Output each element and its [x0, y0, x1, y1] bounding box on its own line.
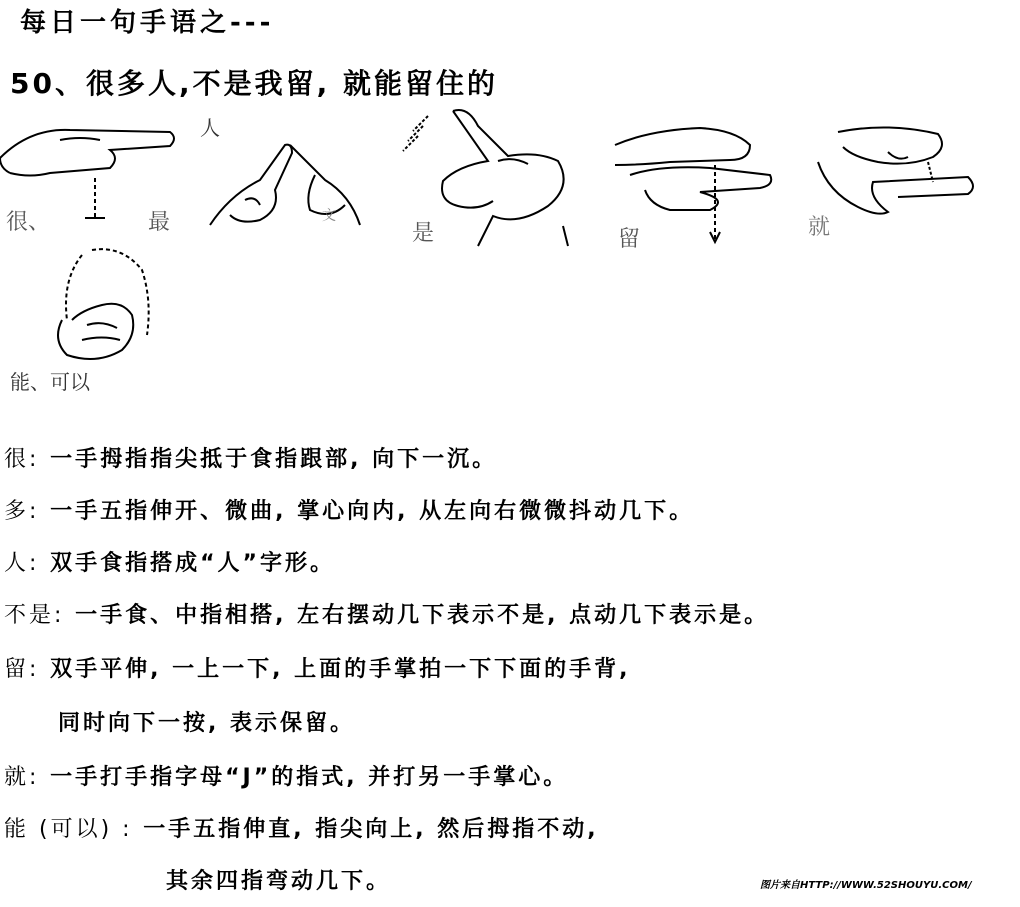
desc-text: 双手平伸, 一上一下, 上面的手掌拍一下下面的手背,	[50, 657, 631, 682]
desc-text: 一手拇指指尖抵于食指跟部, 向下一沉。	[50, 447, 498, 472]
label-jiu: 就	[808, 215, 831, 240]
label-liu: 留	[618, 227, 641, 252]
label-ren: 人	[200, 116, 220, 140]
label-hen: 很、	[6, 210, 51, 235]
label-zui: 最	[148, 210, 171, 235]
desc-text: 同时向下一按, 表示保留。	[58, 711, 356, 736]
desc-line-ren	[4, 546, 335, 577]
desc-line-liu-cont	[58, 706, 355, 737]
desc-term: 很:	[4, 447, 40, 472]
desc-text: 一手五指伸开、微曲, 掌心向内, 从左向右微微抖动几下。	[50, 499, 695, 524]
sign-illustration-ren	[200, 135, 380, 245]
label-wen: 文	[322, 208, 336, 224]
desc-text: 一手五指伸直, 指尖向上, 然后拇指不动,	[143, 817, 599, 842]
desc-text: 一手打手指字母“J”的指式, 并打另一手掌心。	[50, 765, 569, 790]
image-credit: 图片来自HTTP://WWW.52SHOUYU.COM/	[760, 880, 972, 891]
desc-term: 留:	[4, 657, 40, 682]
desc-term: 不是:	[4, 603, 65, 628]
label-shi: 是	[412, 221, 435, 246]
sign-illustration-jiu	[798, 122, 978, 222]
desc-term: 多:	[4, 499, 40, 524]
page-title: 每日一句手语之---	[20, 8, 275, 38]
desc-text: 双手食指搭成“人”字形。	[50, 551, 336, 576]
desc-line-neng-cont	[166, 864, 391, 895]
desc-line-liu	[4, 652, 631, 683]
desc-term: 就:	[4, 765, 40, 790]
desc-line-duo	[4, 494, 694, 525]
desc-text: 一手食、中指相搭, 左右摆动几下表示不是, 点动几下表示是。	[75, 603, 770, 628]
desc-line-neng	[4, 812, 599, 843]
desc-term: 人:	[4, 551, 40, 576]
desc-text: 其余四指弯动几下。	[166, 869, 392, 894]
label-neng: 能、可以	[10, 370, 90, 394]
desc-line-jiu	[4, 760, 568, 791]
desc-term: 能 (可以) :	[4, 817, 133, 842]
phrase-title: 50、很多人,不是我留, 就能留住的	[10, 67, 498, 100]
desc-line-hen	[4, 442, 497, 473]
desc-line-bushi	[4, 598, 769, 629]
